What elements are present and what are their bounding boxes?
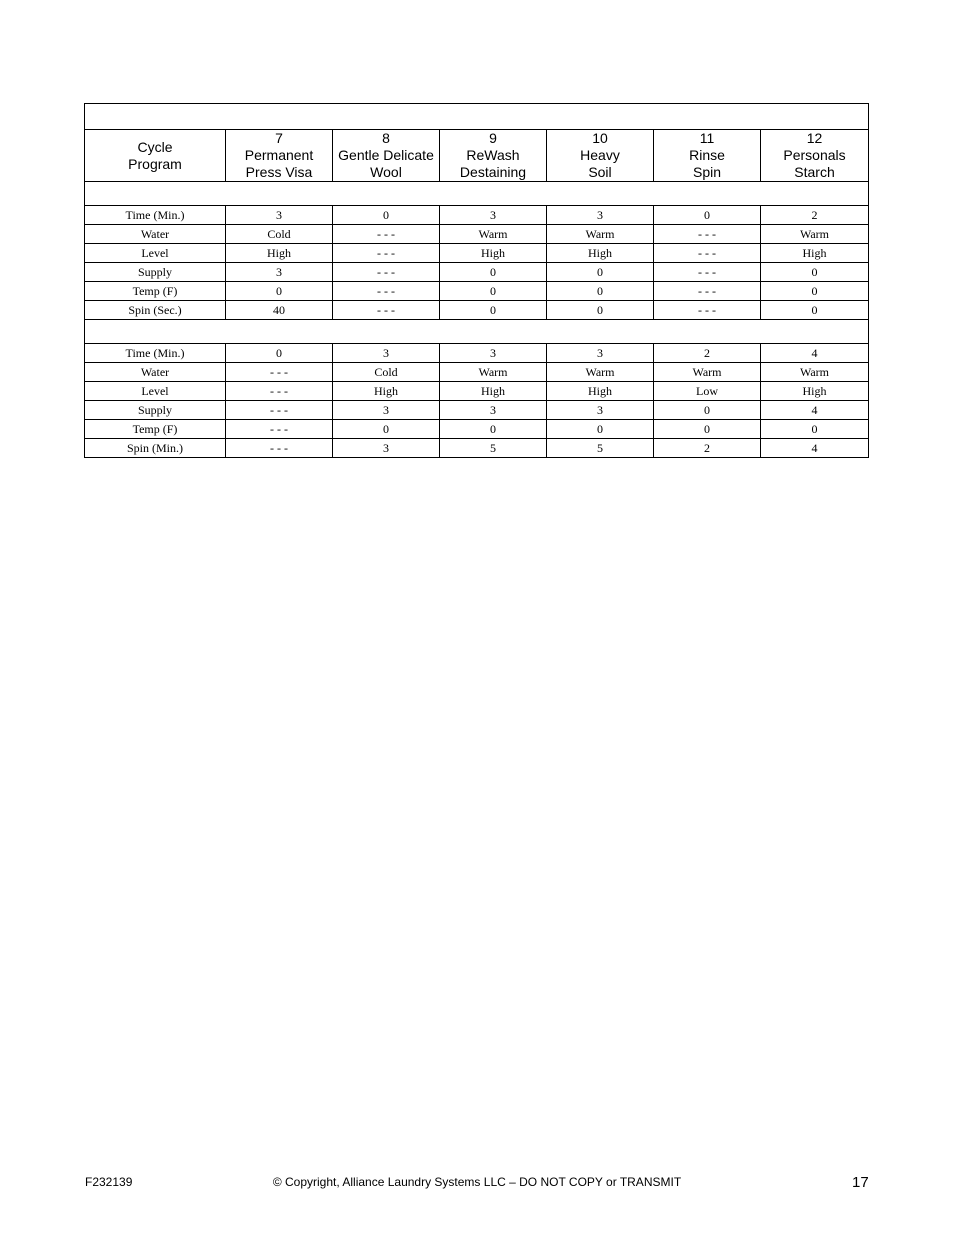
row-label: Water [85,363,226,382]
table-row [85,206,869,225]
table-cell: - - - [226,363,333,382]
table-title-row [85,104,869,130]
table-cell: 3 [440,401,547,420]
table-cell: 0 [547,301,654,320]
table-cell: 3 [333,344,440,363]
copyright-notice: © Copyright, Alliance Laundry Systems LLC – DO NOT COPY or TRANSMIT [272,1175,682,1189]
header-column-name: Wool [370,164,402,180]
header-column-number: 11 [699,130,715,146]
table-cell: 3 [226,263,333,282]
table-cell: 40 [226,301,333,320]
table-cell: 0 [440,263,547,282]
header-column-name: Press Visa [245,164,313,180]
header-column-number: 12 [806,130,823,146]
row-label: Level [85,382,226,401]
table-cell: High [761,244,869,263]
header-column-name: Spin [692,164,722,180]
table-cell: Warm [547,363,654,382]
table-cell: 3 [440,344,547,363]
table-cell: 0 [654,420,761,439]
table-cell: Warm [547,225,654,244]
header-column-12 [761,130,869,182]
section-divider-row [85,320,869,344]
table-row [85,344,869,363]
row-label: Time (Min.) [85,206,226,225]
table-cell: 0 [333,206,440,225]
table-cell: 3 [333,439,440,458]
table-cell: 4 [761,344,869,363]
table-cell: Low [654,382,761,401]
table-cell: 0 [440,301,547,320]
row-label: Supply [85,401,226,420]
row-label: Temp (F) [85,420,226,439]
table-cell: - - - [226,420,333,439]
header-column-name: Permanent [244,147,314,163]
table-cell: High [547,244,654,263]
table-cell: 0 [654,206,761,225]
table-cell: - - - [226,439,333,458]
header-column-name: Gentle Delicate [338,147,434,163]
table-cell: 0 [761,301,869,320]
header-label-line: Cycle [137,138,173,155]
table-cell: - - - [654,282,761,301]
table-row [85,301,869,320]
header-column-10 [547,130,654,182]
table-cell: Warm [761,225,869,244]
header-label-cell [85,130,226,182]
table-row [85,401,869,420]
cycle-program-table [84,103,869,458]
table-cell: - - - [333,263,440,282]
table-row [85,382,869,401]
table-cell: Warm [440,363,547,382]
table-title-cell [85,104,869,130]
table-cell: 2 [761,206,869,225]
table-row [85,282,869,301]
table-cell: Cold [333,363,440,382]
table-cell: 0 [440,420,547,439]
table-cell: - - - [654,301,761,320]
table-cell: 0 [333,420,440,439]
table-cell: Warm [654,363,761,382]
row-label: Spin (Sec.) [85,301,226,320]
header-column-name: Rinse [689,147,725,163]
header-column-8 [333,130,440,182]
table-cell: High [547,382,654,401]
table-row [85,420,869,439]
header-column-11 [654,130,761,182]
table-row [85,244,869,263]
document-id: F232139 [85,1175,133,1189]
table-cell: 0 [226,344,333,363]
table-cell: 5 [547,439,654,458]
table-cell: High [333,382,440,401]
table-cell: - - - [333,301,440,320]
table-cell: High [226,244,333,263]
table-cell: - - - [654,244,761,263]
table-cell: 2 [654,439,761,458]
header-column-7 [226,130,333,182]
header-column-name: Destaining [459,164,527,180]
table-cell: - - - [333,225,440,244]
header-label-line: Program [128,155,182,172]
table-cell: 3 [226,206,333,225]
header-column-number: 9 [489,130,497,146]
row-label: Temp (F) [85,282,226,301]
section-divider-cell [85,182,869,206]
table-cell: - - - [333,244,440,263]
table-cell: 0 [547,282,654,301]
row-label: Level [85,244,226,263]
table-cell: 0 [761,282,869,301]
table-cell: - - - [226,382,333,401]
table-cell: 3 [547,206,654,225]
table-cell: - - - [333,282,440,301]
row-label: Supply [85,263,226,282]
header-column-name: Heavy [580,147,620,163]
table-cell: 0 [761,420,869,439]
table-cell: High [440,382,547,401]
row-label: Time (Min.) [85,344,226,363]
header-column-name: Soil [588,164,612,180]
table-header-row [85,130,869,182]
table-cell: 0 [547,420,654,439]
header-column-number: 8 [382,130,390,146]
row-label: Spin (Min.) [85,439,226,458]
table-cell: 0 [440,282,547,301]
table-cell: Warm [761,363,869,382]
header-column-name: ReWash [466,147,520,163]
table-cell: Warm [440,225,547,244]
header-column-name: Personals [783,147,846,163]
table-cell: 4 [761,439,869,458]
table-cell: - - - [654,225,761,244]
table-row [85,363,869,382]
table-cell: - - - [654,263,761,282]
table-cell: High [440,244,547,263]
table-cell: 0 [654,401,761,420]
table-cell: High [761,382,869,401]
row-label: Water [85,225,226,244]
page-number: 17 [852,1174,869,1191]
table-row [85,439,869,458]
table-cell: 0 [761,263,869,282]
table-cell: 3 [547,344,654,363]
section-divider-row [85,182,869,206]
table-row [85,263,869,282]
header-column-number: 10 [592,130,608,146]
section-divider-cell [85,320,869,344]
table-cell: Cold [226,225,333,244]
table-cell: 0 [547,263,654,282]
header-column-9 [440,130,547,182]
table-cell: - - - [226,401,333,420]
table-cell: 5 [440,439,547,458]
table-cell: 2 [654,344,761,363]
header-column-number: 7 [275,130,283,146]
table-cell: 4 [761,401,869,420]
table-row [85,225,869,244]
header-column-name: Starch [794,164,835,180]
table-cell: 3 [547,401,654,420]
table-cell: 0 [226,282,333,301]
table-cell: 3 [333,401,440,420]
table-cell: 3 [440,206,547,225]
